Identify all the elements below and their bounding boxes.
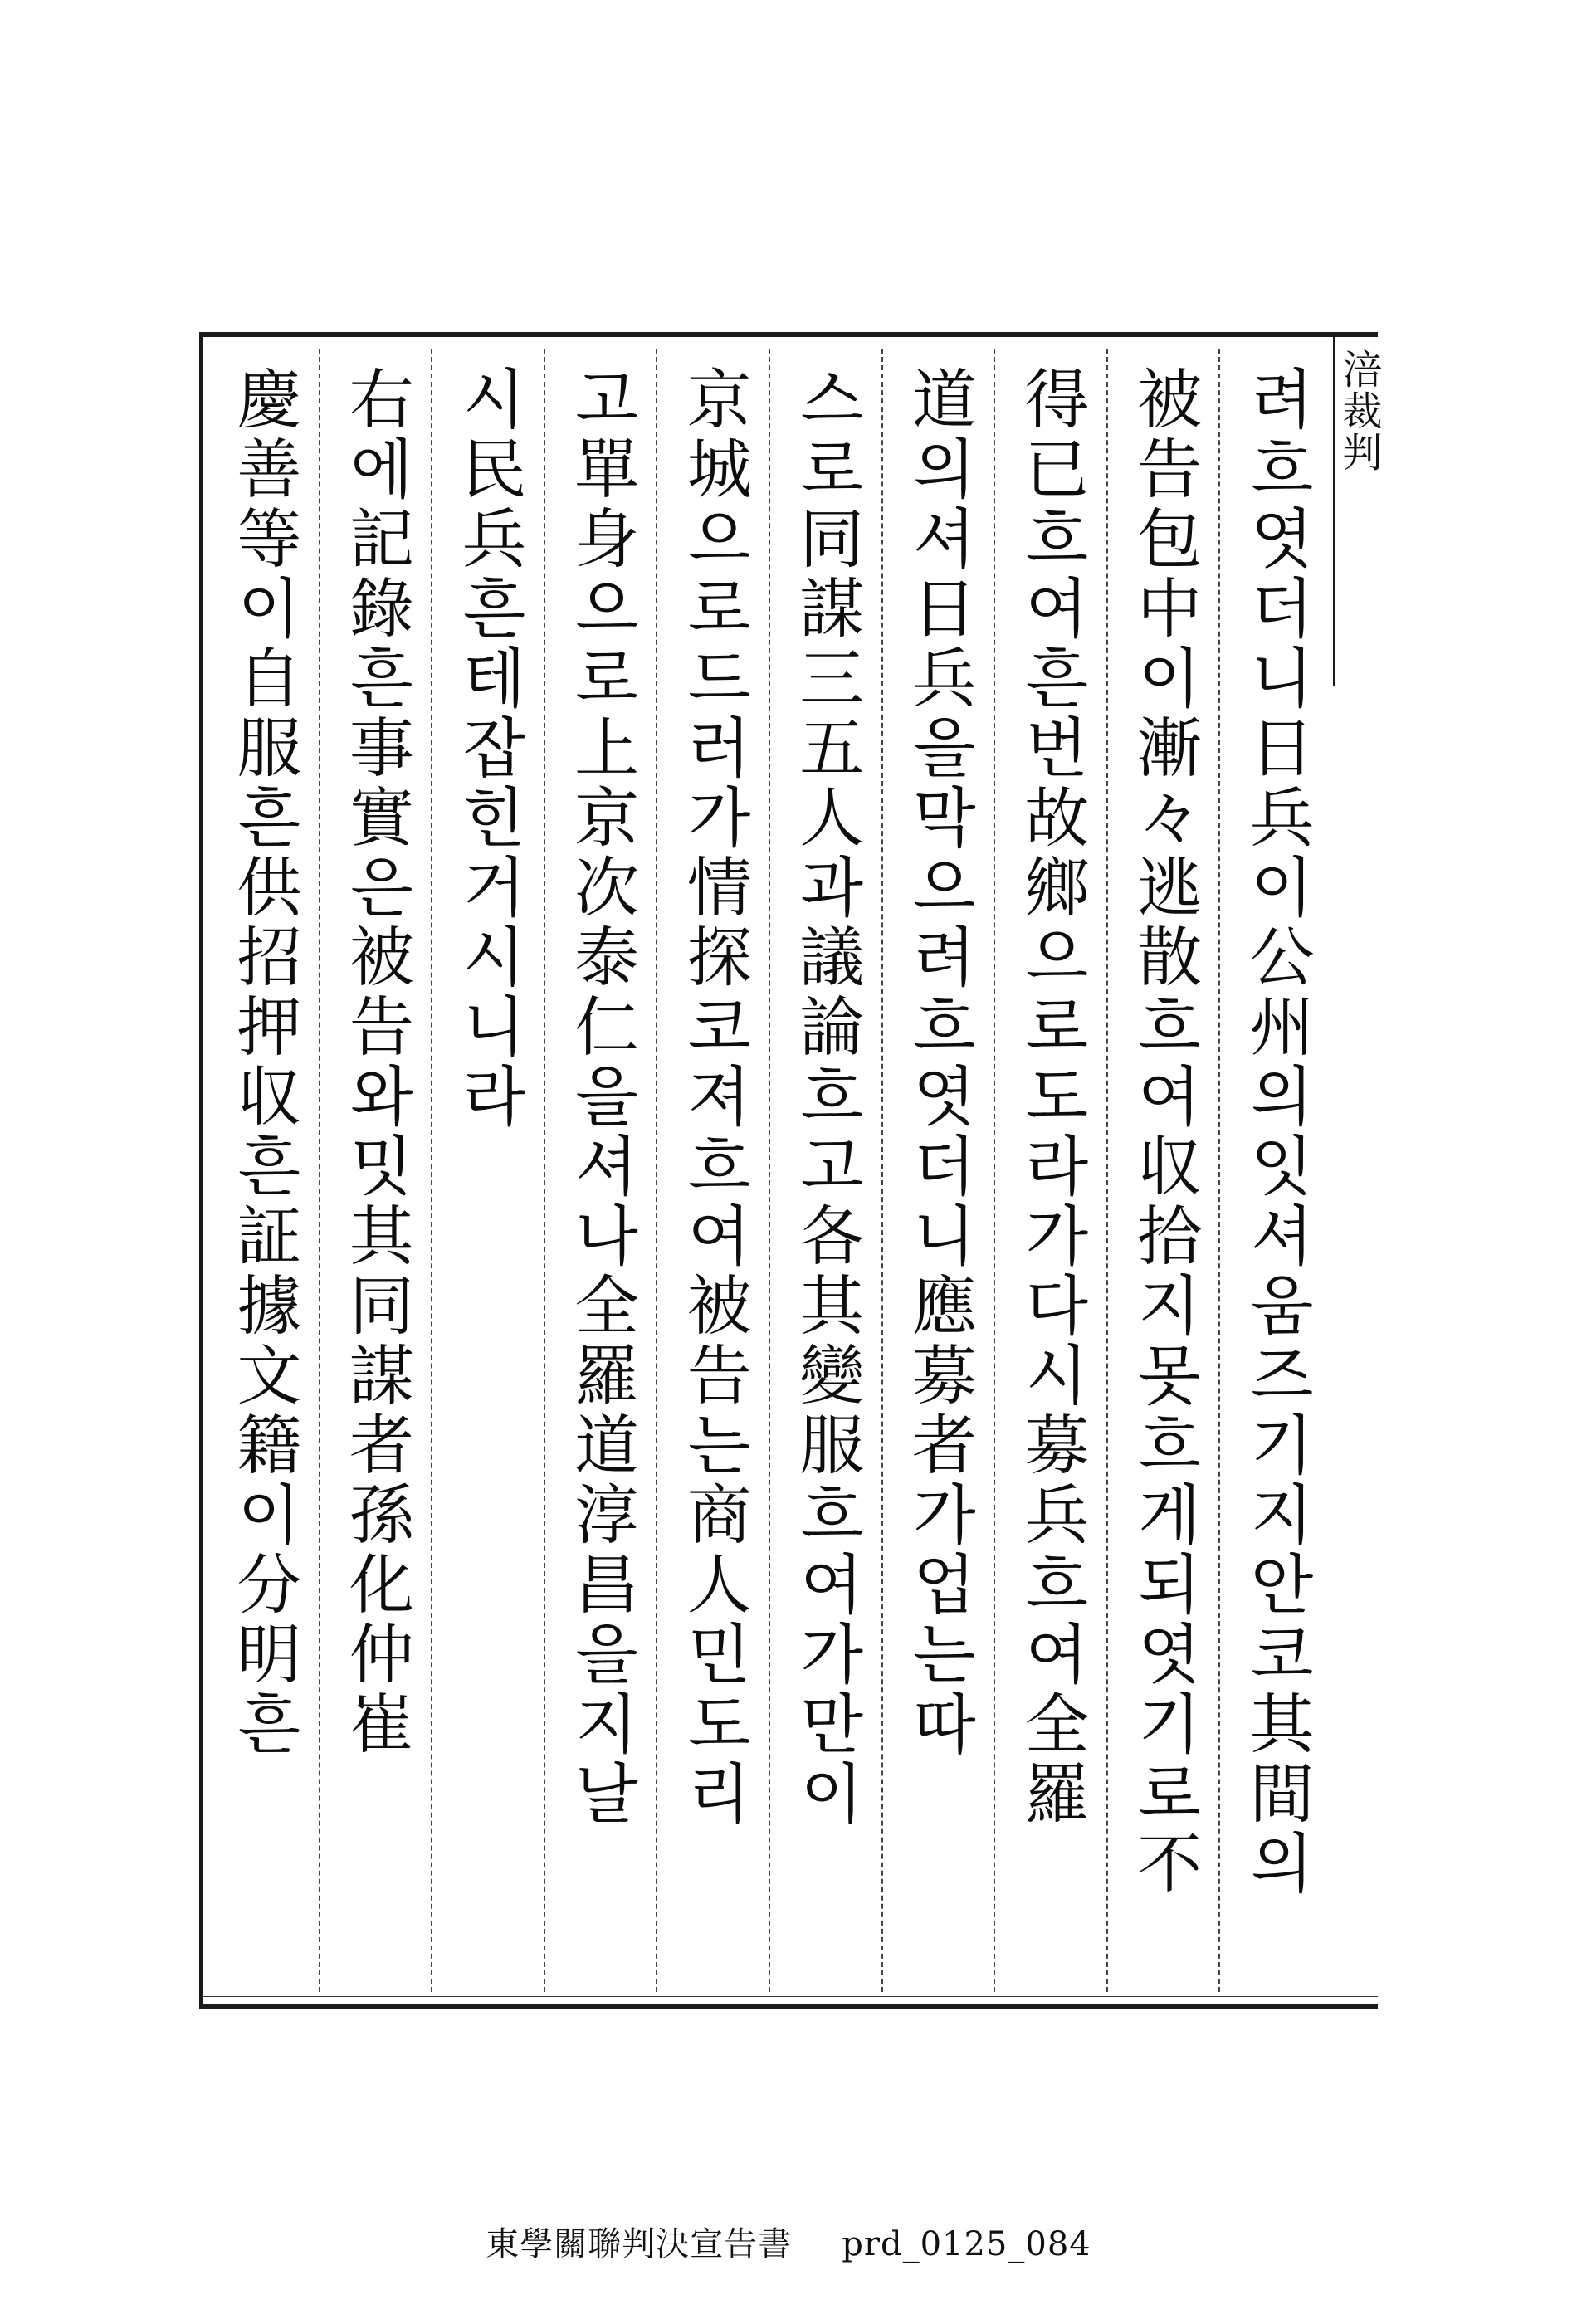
text-column-10 [208,349,319,1992]
text-column-7 [544,349,657,1992]
text-column-3 [994,349,1106,1992]
manuscript-frame [199,332,1382,2009]
column-text: 京城으로드러가情探코져흐여被告는商人민도리 [676,365,751,1829]
text-column-5 [769,349,881,1992]
column-text: 道의셔日兵을막으려흐엿더니應募者가업는따 [901,365,976,1760]
text-columns [208,349,1331,1992]
text-column-4 [881,349,994,1992]
footer-title: 東學關聯判決宣告書 [486,2225,793,2263]
column-text: 려흐엿더니日兵이公州의잇셔움즈기지안코其間의 [1238,365,1314,1899]
column-text: 고單身으로上京次泰仁을셔나全羅道淳昌을지날 [564,365,639,1829]
header-tab: 涪裁判 [1333,337,1384,686]
text-column-8 [431,349,544,1992]
column-text: 시民兵흔테잡힌거시니라 [451,365,526,1132]
text-column-6 [656,349,769,1992]
column-text: 스로同謀三五人과議論흐고各其變服흐여가만이 [788,365,864,1829]
column-text: 被告包中이漸々逃散흐여収拾지못흐게되엿기로不 [1126,365,1202,1899]
page-footer [0,2218,1577,2265]
column-text: 得已흐여흔번故鄉으로도라가다시募兵흐여全羅 [1013,365,1089,1829]
column-text: 右에記錄흔事實은被告와밋其同謀者孫化仲崔 [338,365,413,1760]
text-column-1 [1218,349,1331,1992]
column-text: 慶善等이自服흔供招押収흔証據文籍이分明흔 [226,365,301,1760]
text-column-2 [1106,349,1219,1992]
text-column-9 [319,349,432,1992]
footer-code: prd_0125_084 [842,2225,1091,2263]
